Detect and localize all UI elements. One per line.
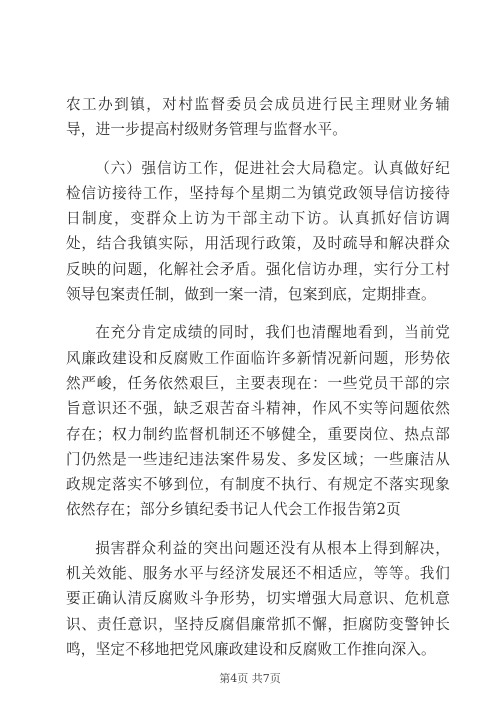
document-body [66, 92, 450, 675]
page-number-footer: 第4页 共7页 [219, 672, 281, 685]
paragraph-situation: 在充分肯定成绩的同时，我们也清醒地看到，当前党风廉政建设和反腐败工作面临许多新情况新问题，形势依然严峻，任务依然艰巨，主要表现在：一些党员干部的宗旨意识还不强，缺乏艰苦奋斗精神，作风不实等问题依然存在；权力制约监督机制还不够健全，重要岗位、热点部门仍然是一些违纪违法案件易发、多发区域；一些廉洁从政规定落实不够到位，有制度不执行、有规定不落实现象依然存在；部分乡镇纪委书记人代会工作报告第2页 [66, 324, 450, 519]
paragraph-petition-work: （六）强信访工作，促进社会大局稳定。认真做好纪检信访接待工作，坚持每个星期二为镇党政领导信访接待日制度，变群众上访为干部主动下访。认真抓好信访调处，结合我镇实际，用活现行政策，及时疏导和解决群众反映的问题，化解社会矛盾。强化信访办理，实行分工村领导包案责任制，做到一案一清，包案到底，定期排查。 [66, 159, 450, 304]
paragraph-continuation: 农工办到镇，对村监督委员会成员进行民主理财业务辅导，进一步提高村级财务管理与监督水平。 [66, 96, 450, 139]
paragraph-conclusion: 损害群众利益的突出问题还没有从根本上得到解决，机关效能、服务水平与经济发展还不相适应，等等。我们要正确认清反腐败斗争形势，切实增强大局意识、危机意识、责任意识，坚持反腐倡廉常抓不懈，拒腐防变警钟长鸣，坚定不移地把党风廉政建设和反腐败工作推向深入。 [66, 539, 450, 658]
